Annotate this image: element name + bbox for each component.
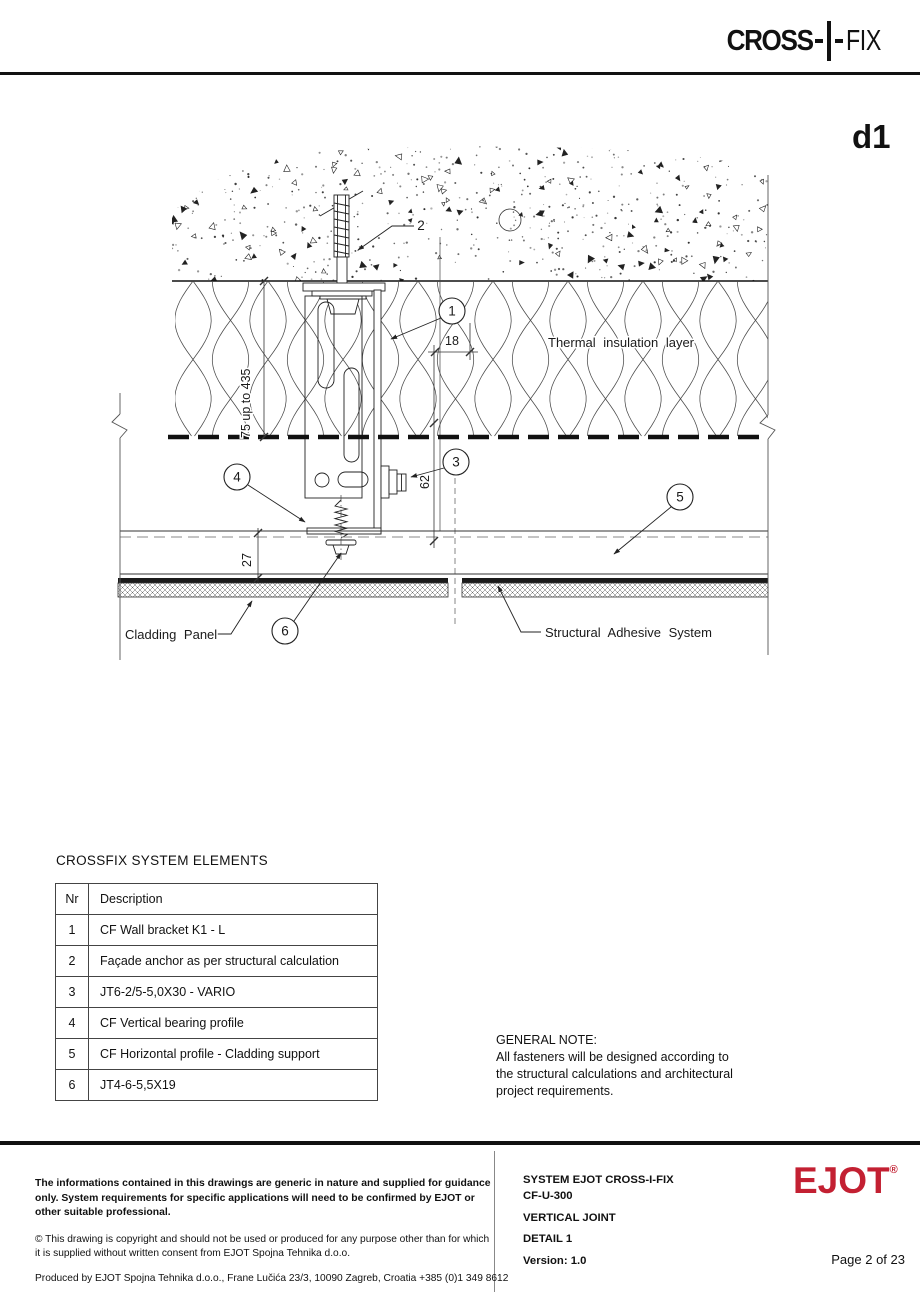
label-thermal-insulation: Thermal insulation layer <box>548 335 695 350</box>
dim-18: 18 <box>445 334 459 348</box>
table-row <box>56 946 378 977</box>
label-cladding-panel: Cladding Panel <box>125 627 218 642</box>
general-note-title: GENERAL NOTE: <box>496 1033 597 1047</box>
footer-joint-type: VERTICAL JOINT <box>523 1212 616 1224</box>
row-nr: 6 <box>56 1070 89 1101</box>
dim-27: 27 <box>240 553 254 567</box>
row-description: CF Vertical bearing profile <box>89 1008 378 1039</box>
row-description: CF Horizontal profile - Cladding support <box>89 1039 378 1070</box>
callout-3: 3 <box>452 454 460 470</box>
copyright-icon: © <box>35 1234 43 1246</box>
general-note-body: All fasteners will be designed according to the structural calculations and architectural project requirements. <box>496 1050 733 1098</box>
detail-id-label: d1 <box>852 118 891 155</box>
callout-5: 5 <box>676 489 684 505</box>
ejot-logo <box>793 1160 898 1202</box>
table-row <box>56 1008 378 1039</box>
footer-divider <box>494 1151 495 1292</box>
callout-4: 4 <box>233 469 241 485</box>
footer-produced-by: Produced by EJOT Spojna Tehnika d.o.o., Frane Lučića 23/3, 10090 Zagreb, Croatia +385 (0)1 349 8612 <box>35 1273 509 1285</box>
col-header-nr: Nr <box>56 884 89 915</box>
cross-plus-icon <box>812 20 846 62</box>
elements-table <box>55 883 378 1101</box>
footer-version: Version: 1.0 <box>523 1255 587 1267</box>
footer-system-title: SYSTEM EJOT CROSS-I-FIX <box>523 1174 674 1186</box>
ejot-logo-text: EJOT <box>793 1160 890 1201</box>
crossfix-logo-light: FIX <box>846 24 882 57</box>
horizontal-profile <box>120 531 768 574</box>
row-nr: 5 <box>56 1039 89 1070</box>
row-nr: 3 <box>56 977 89 1008</box>
row-description: CF Wall bracket K1 - L <box>89 915 378 946</box>
cladding-panel <box>118 583 768 597</box>
crossfix-logo-bold: CROSS <box>726 24 813 57</box>
vario-screw <box>381 466 406 498</box>
table-row <box>56 915 378 946</box>
row-nr: 1 <box>56 915 89 946</box>
dim-62: 62 <box>418 475 432 489</box>
callout-6: 6 <box>281 623 289 639</box>
structural-adhesive-strip <box>118 578 768 583</box>
footer-copyright <box>35 1233 493 1261</box>
wall-bracket <box>303 283 385 498</box>
row-description: JT6-2/5-5,0X30 - VARIO <box>89 977 378 1008</box>
dim-range: 75 up to 435 <box>239 368 253 438</box>
page-number: Page 2 of 23 <box>831 1252 905 1267</box>
concrete-hatch <box>170 143 768 283</box>
row-nr: 2 <box>56 946 89 977</box>
footer-rule <box>0 1141 920 1145</box>
header-rule <box>0 72 920 75</box>
elements-table-title: CROSSFIX SYSTEM ELEMENTS <box>56 853 268 868</box>
callout-2: 2 <box>417 218 425 233</box>
footer-disclaimer: The informations contained in this drawings are generic in nature and supplied for guidance only. System requirements for specific applications will need to be confirmed by EJOT or other suitable professional. <box>35 1178 491 1218</box>
technical-drawing <box>0 140 920 670</box>
insulation-hatch <box>175 281 774 436</box>
footer-system-block <box>523 1172 674 1204</box>
table-row <box>56 1070 378 1101</box>
table-header-row <box>56 884 378 915</box>
col-header-description: Description <box>89 884 378 915</box>
footer-system-code: CF-U-300 <box>523 1190 573 1202</box>
row-description: JT4-6-5,5X19 <box>89 1070 378 1101</box>
table-row <box>56 1039 378 1070</box>
dimension-lines <box>254 277 478 582</box>
registered-mark-icon: ® <box>889 1164 898 1176</box>
footer-detail-name: DETAIL 1 <box>523 1233 573 1245</box>
general-note <box>496 1032 746 1100</box>
label-structural-adhesive: Structural Adhesive System <box>545 625 712 640</box>
row-nr: 4 <box>56 1008 89 1039</box>
crossfix-logo <box>717 24 890 58</box>
concrete-detail-circle <box>499 209 521 231</box>
callout-1: 1 <box>448 303 456 319</box>
table-row <box>56 977 378 1008</box>
footer-copyright-text: This drawing is copyright and should not be used or produced for any purpose other than for which it is supplied without written consent from EJOT Spojna Tehnika d.o.o. <box>35 1234 490 1260</box>
row-description: Façade anchor as per structural calculation <box>89 946 378 977</box>
